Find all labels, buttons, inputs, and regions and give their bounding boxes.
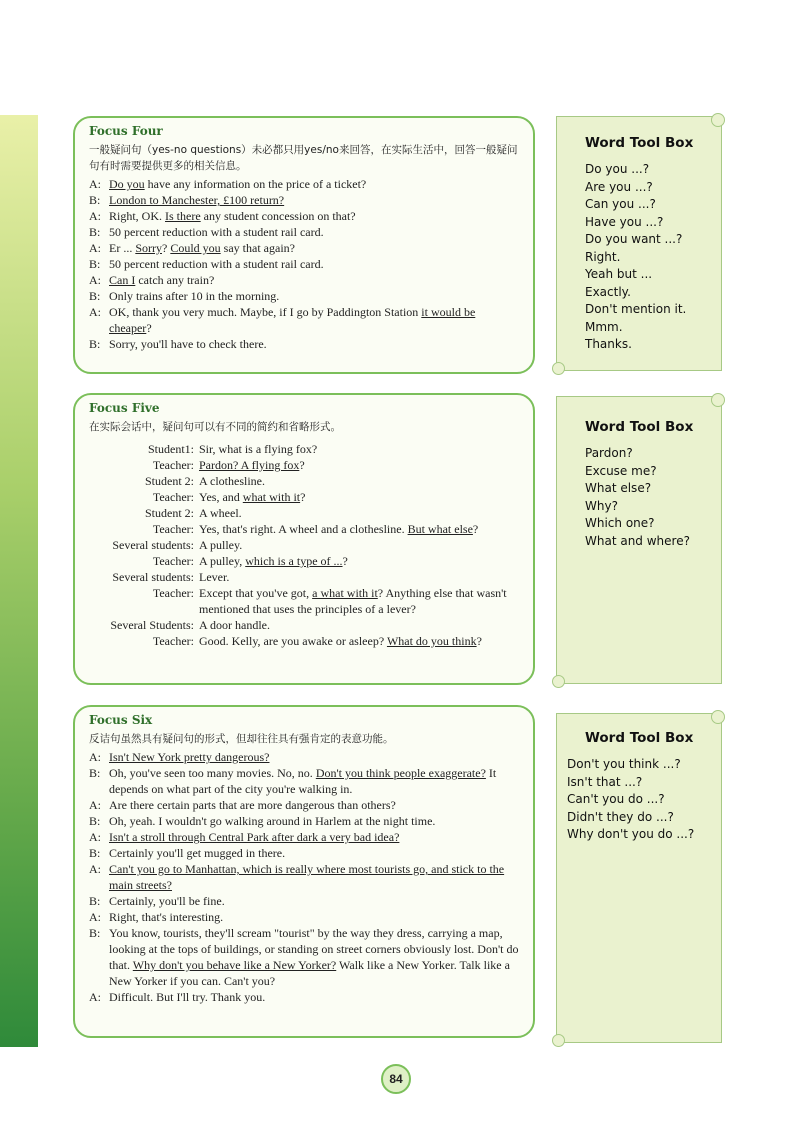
text-fragment: Certainly you'll get mugged in there. (109, 846, 286, 860)
dialogue-line (89, 176, 519, 192)
tool-box-item: Mmm. (585, 319, 623, 334)
text-fragment: Except that you've got, (199, 586, 313, 600)
text-fragment: Sorry, you'll have to check there. (109, 337, 267, 351)
utterance-text (109, 240, 519, 256)
word-tool-box-3-title: Word Tool Box (585, 730, 694, 746)
word-tool-box-2-title: Word Tool Box (585, 419, 694, 435)
underlined-phrase: what with it (242, 490, 301, 504)
underlined-phrase: Is there (165, 209, 201, 223)
text-fragment: ? (162, 241, 171, 255)
text-fragment: A door handle. (199, 618, 270, 632)
utterance-text (199, 505, 519, 521)
text-fragment: Certainly, you'll be fine. (109, 894, 225, 908)
speaker-label: Several students: (112, 538, 194, 552)
speaker-label: Teacher: (152, 634, 194, 648)
dialogue-line (89, 537, 519, 553)
text-fragment: ? (146, 321, 152, 335)
speaker-label: B: (89, 894, 101, 908)
underlined-phrase: Can I (109, 273, 136, 287)
dialogue-line (89, 749, 519, 765)
text-fragment: Walk like a New Yorker. Talk like a New Yorker if you can. Can't you? (109, 958, 510, 988)
tool-box-item: Have you ...? (585, 214, 664, 229)
utterance-text (109, 304, 519, 336)
text-fragment: Right, that's interesting. (109, 910, 224, 924)
dialogue-line (89, 473, 519, 489)
utterance-text (109, 861, 519, 893)
utterance-text (199, 473, 519, 489)
utterance-text (199, 489, 519, 505)
utterance-text (109, 256, 519, 272)
utterance-text (109, 893, 519, 909)
dialogue-line (89, 925, 519, 989)
dialogue-line (89, 845, 519, 861)
utterance-text (109, 224, 519, 240)
text-fragment: ? (472, 522, 479, 536)
text-fragment: catch any train? (135, 273, 215, 287)
dialogue-line (89, 457, 519, 473)
underlined-phrase: But what else (407, 522, 473, 536)
utterance-text (109, 829, 519, 845)
word-tool-box-1-title: Word Tool Box (585, 135, 694, 151)
focus-six-box (73, 705, 535, 1038)
dialogue-line (89, 553, 519, 569)
text-fragment: It depends on what part of the city you're walking in. (109, 766, 497, 796)
underlined-phrase: Could you (170, 241, 221, 255)
dialogue-line (89, 521, 519, 537)
focus-four-box (73, 116, 535, 374)
speaker-label: Several Students: (110, 618, 194, 632)
tool-box-item: What else? (585, 481, 652, 495)
text-fragment: ? (300, 490, 306, 504)
speaker-label: Student 2: (144, 474, 194, 488)
utterance-text (109, 208, 519, 224)
utterance-text (109, 765, 519, 797)
utterance-text (109, 925, 519, 989)
dialogue-line (89, 569, 519, 585)
speaker-label: A: (89, 241, 101, 255)
utterance-text (109, 192, 519, 208)
tool-box-item: Exactly. (585, 284, 631, 299)
tool-box-item: Yeah but ... (585, 267, 653, 281)
utterance-text (199, 633, 519, 649)
focus-four-title: Focus Four (89, 124, 163, 138)
focus-four-dialogue (89, 176, 519, 352)
focus-six-intro: 反诘句虽然具有疑问句的形式，但却往往具有强肯定的表意功能。 (89, 733, 394, 745)
text-fragment: any student concession on that? (200, 209, 356, 223)
text-fragment: Lever. (199, 570, 230, 584)
tool-box-item: Do you ...? (585, 162, 650, 176)
dialogue-line (89, 224, 519, 240)
word-tool-box-3-list (567, 756, 711, 844)
tool-box-item: Don't you think ...? (567, 757, 681, 771)
text-fragment: ? Anything else that wasn't mentioned that uses the principles of a lever? (199, 586, 507, 616)
speaker-label: B: (89, 337, 101, 351)
tool-box-item: Can you ...? (585, 197, 656, 211)
text-fragment: Oh, yeah. I wouldn't go walking around in Harlem at the night time. (109, 814, 436, 828)
side-color-bar (0, 115, 38, 1047)
speaker-label: B: (89, 257, 101, 271)
text-fragment: Sir, what is a flying fox? (199, 442, 318, 456)
speaker-label: A: (89, 305, 101, 319)
text-fragment: A pulley, (199, 554, 246, 568)
underlined-phrase: Don't you think people exaggerate? (315, 766, 486, 780)
text-fragment: Only trains after 10 in the morning. (109, 289, 280, 303)
utterance-text (109, 336, 519, 352)
underlined-phrase: London to Manchester, £100 return? (109, 193, 285, 207)
text-fragment: ? (299, 458, 305, 472)
text-fragment: Good. Kelly, are you awake or asleep? (199, 634, 387, 648)
underlined-phrase: Isn't New York pretty dangerous? (109, 750, 270, 764)
dialogue-line (89, 272, 519, 288)
word-tool-box-2 (556, 396, 722, 684)
speaker-label: A: (89, 750, 101, 764)
speaker-label: Teacher: (152, 490, 194, 504)
speaker-label: A: (89, 273, 101, 287)
speaker-label: A: (89, 862, 101, 876)
text-fragment: Yes, and (199, 490, 243, 504)
dialogue-line (89, 256, 519, 272)
tool-box-item: Can't you do ...? (567, 792, 665, 806)
utterance-text (109, 288, 519, 304)
speaker-label: B: (89, 814, 101, 828)
focus-five-box (73, 393, 535, 685)
focus-six-title: Focus Six (89, 713, 153, 727)
speaker-label: Teacher: (152, 554, 194, 568)
underlined-phrase: it would be cheaper (109, 305, 476, 335)
focus-five-title: Focus Five (89, 401, 160, 415)
tool-box-item: Isn't that ...? (567, 774, 643, 789)
tool-box-item: Right. (585, 249, 621, 264)
dialogue-line (89, 861, 519, 893)
tool-box-item: Why don't you do ...? (567, 827, 695, 841)
text-fragment: Difficult. But I'll try. Thank you. (109, 990, 266, 1004)
dialogue-line (89, 208, 519, 224)
speaker-label: B: (89, 926, 101, 940)
speaker-label: A: (89, 990, 101, 1004)
word-tool-box-1 (556, 116, 722, 371)
tool-box-item: Do you want ...? (585, 232, 683, 246)
utterance-text (109, 749, 519, 765)
word-tool-box-2-list (585, 445, 711, 550)
speaker-label: Several students: (112, 570, 194, 584)
utterance-text (109, 176, 519, 192)
dialogue-line (89, 633, 519, 649)
dialogue-line (89, 304, 519, 336)
underlined-phrase: a what with it (312, 586, 378, 600)
utterance-text (199, 537, 519, 553)
dialogue-line (89, 505, 519, 521)
text-fragment: say that again? (220, 241, 295, 255)
text-fragment: Are there certain parts that are more dangerous than others? (109, 798, 396, 812)
tool-box-item: Why? (585, 498, 618, 513)
text-fragment: A clothesline. (199, 474, 265, 488)
underlined-phrase: Do you (109, 177, 145, 191)
underlined-phrase: Isn't a stroll through Central Park after dark a very bad idea? (109, 830, 400, 844)
text-fragment: Yes, that's right. A wheel and a clothesline. (199, 522, 408, 536)
dialogue-line (89, 489, 519, 505)
word-tool-box-1-list (585, 161, 711, 354)
utterance-text (109, 797, 519, 813)
tool-box-item: Didn't they do ...? (567, 809, 674, 824)
speaker-label: Teacher: (152, 458, 194, 472)
focus-six-dialogue (89, 749, 519, 1005)
tool-box-item: Thanks. (585, 337, 632, 351)
speaker-label: A: (89, 910, 101, 924)
text-fragment: 50 percent reduction with a student rail card. (109, 257, 324, 271)
dialogue-line (89, 813, 519, 829)
text-fragment: A pulley. (199, 538, 243, 552)
text-fragment: 50 percent reduction with a student rail card. (109, 225, 324, 239)
speaker-label: A: (89, 209, 101, 223)
dialogue-line (89, 240, 519, 256)
dialogue-line (89, 765, 519, 797)
text-fragment: have any information on the price of a ticket? (144, 177, 367, 191)
text-fragment: OK, thank you very much. Maybe, if I go by Paddington Station (109, 305, 422, 319)
text-fragment: Right, OK. (109, 209, 166, 223)
text-fragment: ? (476, 634, 482, 648)
dialogue-line (89, 829, 519, 845)
utterance-text (199, 569, 519, 585)
speaker-label: Student1: (147, 442, 194, 456)
tool-box-item: Excuse me? (585, 463, 657, 478)
text-fragment: Er ... (109, 241, 136, 255)
focus-five-dialogue (89, 441, 519, 649)
speaker-label: A: (89, 798, 101, 812)
dialogue-line (89, 336, 519, 352)
speaker-label: Student 2: (144, 506, 194, 520)
utterance-text (199, 585, 519, 617)
dialogue-line (89, 989, 519, 1005)
utterance-text (199, 521, 519, 537)
speaker-label: A: (89, 830, 101, 844)
page-number: 84 (381, 1064, 411, 1094)
utterance-text (109, 845, 519, 861)
dialogue-line (89, 617, 519, 633)
utterance-text (199, 553, 519, 569)
underlined-phrase: Why don't you behave like a New Yorker? (132, 958, 337, 972)
utterance-text (109, 272, 519, 288)
utterance-text (199, 617, 519, 633)
dialogue-line (89, 192, 519, 208)
speaker-label: B: (89, 225, 101, 239)
speaker-label: B: (89, 846, 101, 860)
text-fragment: A wheel. (199, 506, 242, 520)
utterance-text (109, 813, 519, 829)
dialogue-line (89, 909, 519, 925)
dialogue-line (89, 585, 519, 617)
tool-box-item: Are you ...? (585, 179, 653, 194)
tool-box-item: Don't mention it. (585, 302, 687, 316)
tool-box-item: Pardon? (585, 446, 633, 460)
text-fragment: Oh, you've seen too many movies. No, no. (109, 766, 316, 780)
utterance-text (199, 441, 519, 457)
focus-four-intro: 一般疑问句（yes-no questions）未必都只用yes/no来回答，在实际生活中，回答一般疑问句有时需要提供更多的相关信息。 (89, 144, 518, 172)
tool-box-item: Which one? (585, 516, 655, 530)
speaker-label: B: (89, 289, 101, 303)
utterance-text (109, 909, 519, 925)
dialogue-line (89, 797, 519, 813)
text-fragment: You know, tourists, they'll scream "tourist" by the way they dress, carrying a map, looking at the tops of buildings, or standing on street corners obviously lost. Don't do that. (109, 926, 519, 972)
underlined-phrase: Sorry (135, 241, 162, 255)
word-tool-box-3 (556, 713, 722, 1043)
text-fragment: ? (342, 554, 348, 568)
underlined-phrase: What do you think (386, 634, 477, 648)
dialogue-line (89, 893, 519, 909)
speaker-label: B: (89, 766, 101, 780)
underlined-phrase: Can't you go to Manhattan, which is really where most tourists go, and stick to the main streets? (109, 862, 505, 892)
dialogue-line (89, 288, 519, 304)
dialogue-line (89, 441, 519, 457)
utterance-text (199, 457, 519, 473)
focus-five-intro: 在实际会话中，疑问句可以有不同的简约和省略形式。 (89, 421, 341, 433)
utterance-text (109, 989, 519, 1005)
speaker-label: Teacher: (152, 586, 194, 600)
speaker-label: A: (89, 177, 101, 191)
speaker-label: B: (89, 193, 101, 207)
underlined-phrase: Pardon? A flying fox (199, 458, 300, 472)
speaker-label: Teacher: (152, 522, 194, 536)
underlined-phrase: which is a type of ... (245, 554, 343, 568)
tool-box-item: What and where? (585, 533, 690, 548)
